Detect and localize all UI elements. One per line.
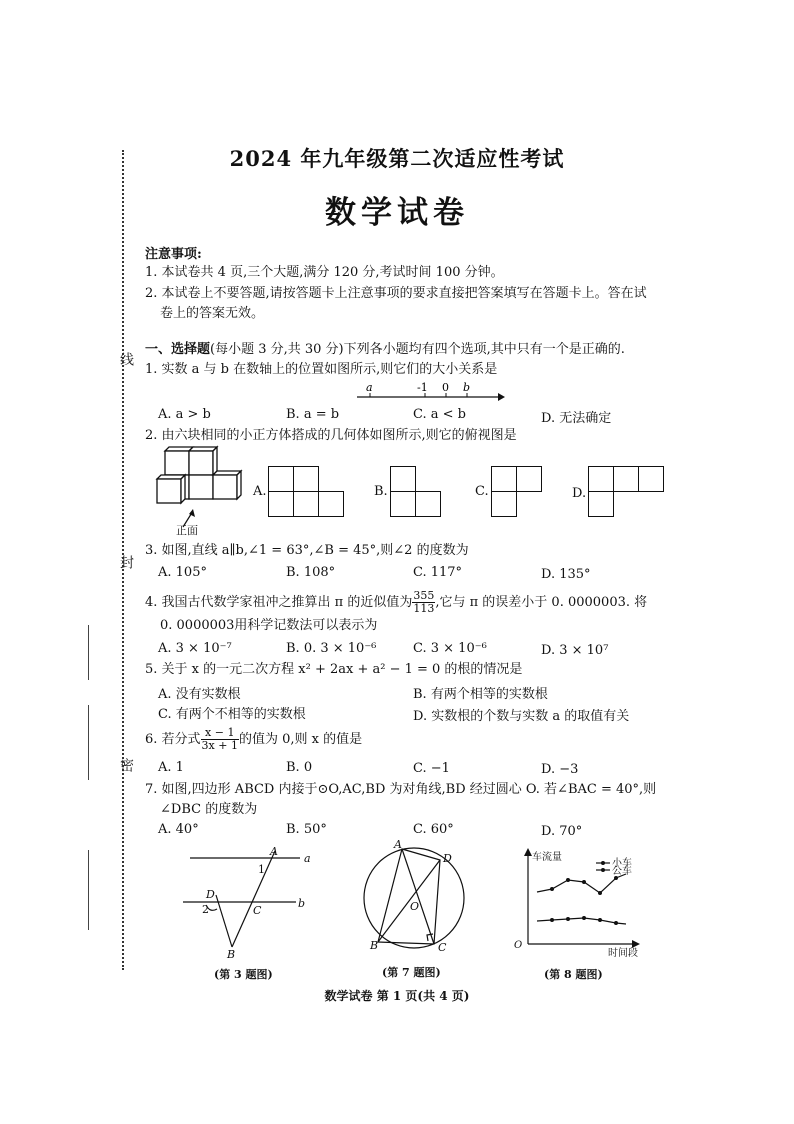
fig7-label-A: A	[394, 838, 402, 851]
q7-option-c[interactable]: C. 60°	[413, 822, 454, 837]
q2-a-cell	[268, 491, 294, 517]
q1-option-d[interactable]: D. 无法确定	[541, 411, 612, 426]
q2-option-b-view[interactable]	[390, 466, 446, 522]
q5-stem: 5. 关于 x 的一元二次方程 x² + 2ax + a² − 1 = 0 的根的情况是	[145, 662, 523, 677]
q1-axis-label-0: 0	[442, 381, 449, 394]
fig3-label-1: 1	[258, 863, 265, 876]
q7-stem-line-2: ∠DBC 的度数为	[160, 802, 258, 817]
q6-option-b[interactable]: B. 0	[286, 760, 313, 775]
fig7-label-D: D	[443, 852, 452, 865]
q2-option-b-label[interactable]: B.	[374, 484, 388, 499]
q4-stem-after: ,它与 π 的误差小于 0. 0000003. 将	[435, 595, 648, 610]
notice-item-1: 1. 本试卷共 4 页,三个大题,满分 120 分,考试时间 100 分钟。	[145, 265, 504, 280]
q4-frac-num: 355	[413, 589, 435, 602]
q4-frac-den: 113	[413, 602, 435, 615]
q2-option-c-label[interactable]: C.	[475, 484, 489, 499]
fig3-label-C: C	[253, 904, 262, 917]
q2-front-label: 正面	[176, 524, 198, 537]
q3-option-a[interactable]: A. 105°	[158, 565, 207, 580]
q2-d-cell	[638, 466, 664, 492]
q2-b-cell	[390, 466, 416, 492]
notice-item-2-line-2: 卷上的答案无效。	[160, 306, 265, 321]
notice-item-2-line-1: 2. 本试卷上不要答题,请按答题卡上注意事项的要求直接把答案填写在答题卡上。答在试	[145, 286, 647, 301]
binding-char-mi: 密	[118, 758, 134, 772]
q1-axis-label-b: b	[463, 381, 471, 394]
q3-option-d[interactable]: D. 135°	[541, 567, 591, 582]
section-1-instructions: (每小题 3 分,共 30 分)下列各小题均有四个选项,其中只有一个是正确的.	[210, 342, 625, 357]
q6-fraction	[201, 727, 239, 752]
margin-blank-line-1	[88, 625, 89, 680]
binding-char-feng: 封	[118, 555, 134, 569]
q2-option-a-view[interactable]	[268, 466, 348, 518]
q4-stem-line-2: 0. 0000003用科学记数法可以表示为	[160, 618, 378, 633]
fig7-inscribed-quadrilateral	[358, 838, 470, 958]
q6-stem-after: 的值为 0,则 x 的值是	[238, 732, 363, 747]
q2-c-cell	[491, 491, 517, 517]
fig8-caption: (第 8 题图)	[544, 968, 603, 981]
q4-stem-before: 4. 我国古代数学家祖冲之推算出 π 的近似值为	[145, 595, 413, 610]
q2-d-cell	[613, 466, 639, 492]
q6-frac-num: x − 1	[201, 727, 239, 740]
q5-option-b[interactable]: B. 有两个相等的实数根	[413, 687, 548, 702]
q3-stem: 3. 如图,直线 a∥b,∠1 = 63°,∠B = 45°,则∠2 的度数为	[145, 543, 469, 558]
q1-option-b[interactable]: B. a = b	[286, 407, 340, 422]
q7-option-b[interactable]: B. 50°	[286, 822, 327, 837]
q7-option-a[interactable]: A. 40°	[158, 822, 199, 837]
q1-axis-label-minus1: -1	[417, 381, 428, 394]
q2-option-c-view[interactable]	[491, 466, 547, 522]
q5-option-d[interactable]: D. 实数根的个数与实数 a 的取值有关	[413, 709, 630, 724]
q5-option-c[interactable]: C. 有两个不相等的实数根	[158, 707, 306, 722]
q2-option-d-label[interactable]: D.	[572, 486, 587, 501]
section-1-label: 一、选择题	[145, 342, 211, 357]
q6-option-c[interactable]: C. −1	[413, 761, 450, 776]
fig7-label-O: O	[410, 900, 420, 913]
q4-option-c[interactable]: C. 3 × 10⁻⁶	[413, 641, 487, 656]
margin-blank-line-3	[88, 850, 89, 930]
fig3-label-B: B	[227, 948, 236, 960]
q1-axis-label-a: a	[366, 381, 373, 394]
q4-option-d[interactable]: D. 3 × 10⁷	[541, 643, 609, 658]
q2-d-cell	[588, 491, 614, 517]
q2-a-cell	[293, 466, 319, 492]
q1-option-c[interactable]: C. a < b	[413, 407, 466, 422]
q7-option-d[interactable]: D. 70°	[541, 824, 583, 839]
fig8-legend-car: 小车	[612, 858, 632, 869]
q7-stem-line-1: 7. 如图,四边形 ABCD 内接于⊙O,AC,BD 为对角线,BD 经过圆心 O. 若∠BAC = 40°,则	[145, 782, 657, 797]
fig3-label-2: 2	[202, 903, 209, 916]
q2-option-a-label[interactable]: A.	[253, 484, 267, 499]
q2-b-cell	[415, 491, 441, 517]
q4-option-a[interactable]: A. 3 × 10⁻⁷	[158, 641, 232, 656]
fig3-caption: (第 3 题图)	[214, 968, 273, 981]
q6-frac-den: 3x + 1	[201, 739, 238, 752]
q6-option-d[interactable]: D. −3	[541, 762, 579, 777]
fig7-label-B: B	[370, 939, 379, 952]
q2-option-d-view[interactable]	[588, 466, 668, 522]
fig8-ylabel: 车流量	[532, 852, 562, 863]
q6-stem-before: 6. 若分式	[145, 732, 201, 747]
fig3-label-b: b	[298, 897, 306, 910]
q2-a-cell	[293, 491, 319, 517]
fig8-origin: O	[514, 940, 523, 951]
exam-title: 2024 年九年级第二次适应性考试	[229, 146, 565, 171]
q2-d-cell	[588, 466, 614, 492]
fig3-label-A: A	[270, 845, 278, 858]
q2-b-cell	[390, 491, 416, 517]
q4-fraction	[412, 590, 435, 615]
fig8-traffic-chart	[510, 848, 660, 958]
q3-option-c[interactable]: C. 117°	[413, 565, 463, 580]
q4-stem	[145, 590, 647, 615]
q6-stem	[145, 727, 362, 752]
notice-heading: 注意事项:	[145, 247, 202, 262]
margin-blank-line-2	[88, 705, 89, 780]
fig7-label-C: C	[438, 941, 447, 954]
q4-option-b[interactable]: B. 0. 3 × 10⁻⁶	[286, 641, 377, 656]
q6-option-a[interactable]: A. 1	[158, 760, 184, 775]
q2-stem: 2. 由六块相同的小正方体搭成的几何体如图所示,则它的俯视图是	[145, 428, 517, 443]
fig7-caption: (第 7 题图)	[382, 966, 441, 979]
q1-option-a[interactable]: A. a > b	[158, 407, 211, 422]
fig8-xlabel: 时间段	[608, 948, 638, 958]
page-footer: 数学试卷 第 1 页(共 4 页)	[324, 989, 470, 1003]
q1-number-line	[355, 378, 505, 402]
binding-char-xian: 线	[118, 352, 134, 366]
q2-c-cell	[516, 466, 542, 492]
q3-option-b[interactable]: B. 108°	[286, 565, 336, 580]
fig3-parallel-lines	[178, 845, 313, 960]
q1-stem: 1. 实数 a 与 b 在数轴上的位置如图所示,则它们的大小关系是	[145, 362, 498, 377]
fig8-legend-bus: 公车	[612, 866, 632, 877]
section-1-heading	[145, 342, 625, 358]
exam-subtitle: 数学试卷	[325, 195, 469, 231]
q2-a-cell	[318, 491, 344, 517]
q2-solid-figure	[155, 443, 245, 538]
q2-a-cell	[268, 466, 294, 492]
q2-c-cell	[491, 466, 517, 492]
fig3-label-a: a	[304, 852, 311, 865]
q5-option-a[interactable]: A. 没有实数根	[158, 687, 241, 702]
fig3-label-D: D	[206, 888, 215, 901]
